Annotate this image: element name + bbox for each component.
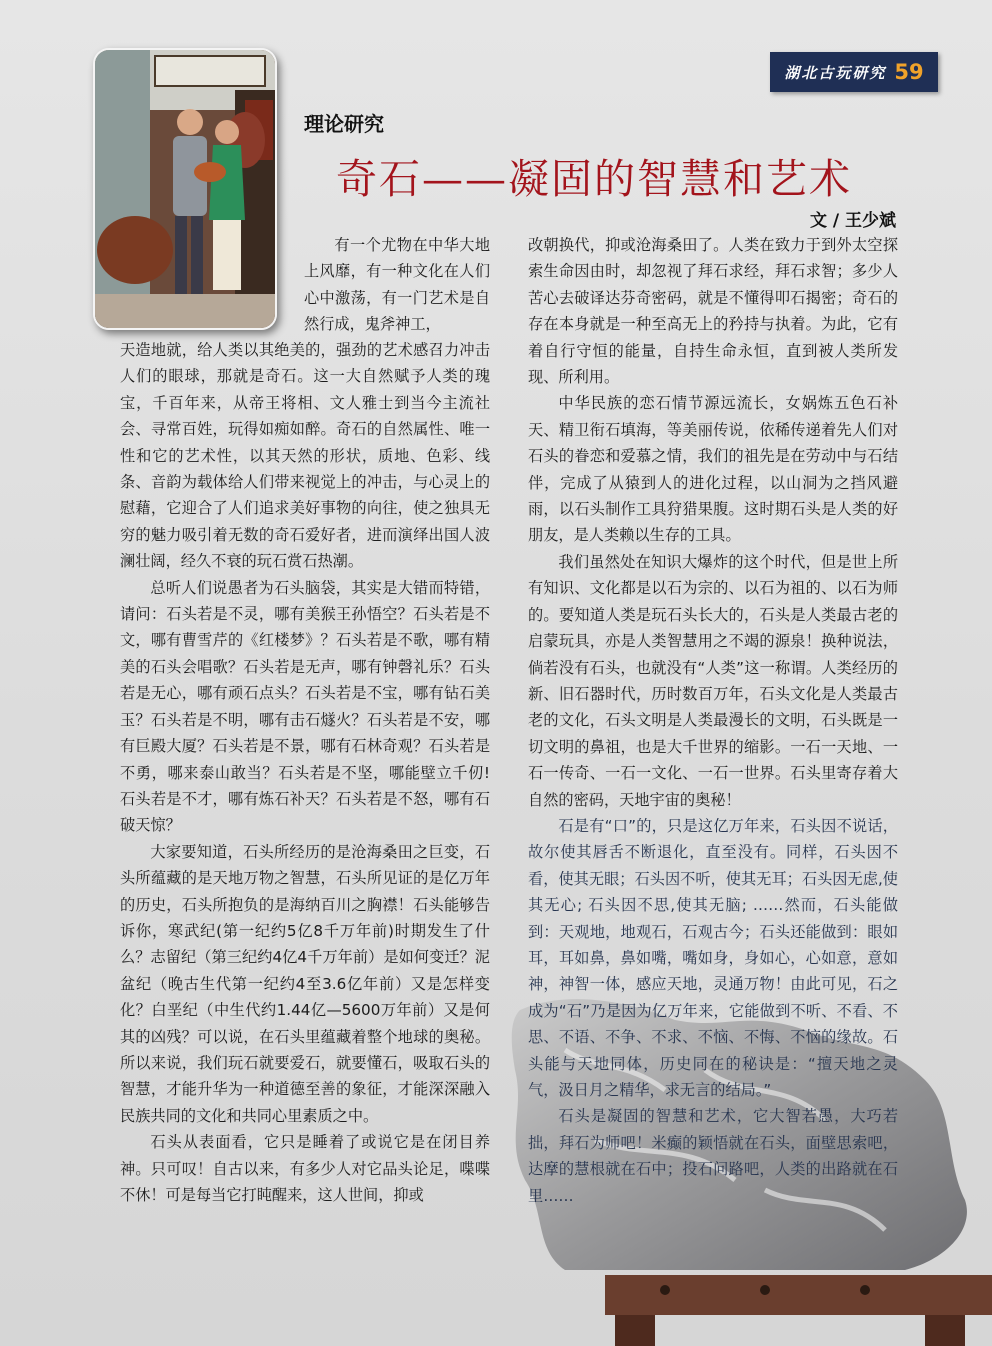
article-title: 奇石——凝固的智慧和艺术 <box>336 155 852 203</box>
magazine-header-tab <box>770 52 938 92</box>
magazine-name: 湖北古玩研究 <box>784 63 887 82</box>
paragraph: 石是有“口”的，只是这亿万年来，石头因不说话，故尔使其唇舌不断退化，直至没有。同样，石头因不看，使其无眼；石头因不听，使其无耳；石头因无虑,使其无心; 石头因不思,使其无脑; ……然而，石头能做到：天观地，地观石，石观古今；石头还能做到：眼如耳，耳如鼻，鼻如嘴，嘴如身，身如心，心如意，意如神，神智一体，感应天地，灵通万物！由此可见，石之成为“石”乃是因为亿万年来，它能做到不听、不看、不思、不语、不争、不求、不恼、不悔、不恼的缘故。石头能与天地同体，历史同在的秘诀是：“擅天地之灵气，汲日月之精华，求无言的结局。” <box>528 816 898 1099</box>
paragraph: 天造地就，给人类以其绝美的，强劲的艺术感召力冲击人们的眼球，那就是奇石。这一大自然赋予人类的瑰宝，千百年来，从帝王将相、文人雅士到当今主流社会、寻常百姓，玩得如痴如醉。奇石的自然属性、唯一性和它的艺术性，以其天然的形状，质地、色彩、线条、音韵为载体给人们带来视觉上的冲击，与心灵上的慰藉，它迎合了人们追求美好事物的向往，使之独具无穷的魅力吸引着无数的奇石爱好者，进而演绎出国人波澜壮阔，经久不衰的玩石赏石热潮。 <box>120 341 490 571</box>
section-label: 理论研究 <box>304 112 384 136</box>
paragraph: 石头是凝固的智慧和艺术，它大智若愚，大巧若拙，拜石为师吧！米癫的颖悟就在石头，面壁思索吧，达摩的慧根就在石中；投石问路吧，人类的出路就在石里…… <box>528 1107 898 1205</box>
author-photo <box>93 48 277 330</box>
page-number: 59 <box>894 60 924 84</box>
paragraph: 石头从表面看，它只是睡着了或说它是在闭目养神。只可叹！自古以来，有多少人对它品头论足，喋喋不休！可是每当它打盹醒来，这人世间，抑或 <box>120 1133 490 1204</box>
paragraph-intro: 有一个尤物在中华大地上风靡，有一种文化在人们心中激荡，有一门艺术是自然行成，鬼斧神工， <box>304 236 490 334</box>
paragraph: 我们虽然处在知识大爆炸的这个时代，但是世上所有知识、文化都是以石为宗的、以石为祖的、以石为师的。要知道人类是玩石头长大的，石头是人类最古老的启蒙玩具，亦是人类智慧用之不竭的源泉！换种说法，倘若没有石头，也就没有“人类”这一称谓。人类经历的新、旧石器时代，历时数百万年，石头文化是人类最古老的文化，石头文明是人类最漫长的文明，石头既是一切文明的鼻祖，也是大千世界的缩影。一石一天地、一石一传奇、一石一文化、一石一世界。石头里寄存着大自然的密码，天地宇宙的奥秘！ <box>528 552 898 809</box>
paragraph: 中华民族的恋石情节源远流长，女娲炼五色石补天、精卫衔石填海，等美丽传说，依稀传递着先人们对石头的眷恋和爱慕之情，我们的祖先是在劳动中与石结伴，完成了从猿到人的进化过程，以山洞为之挡风避雨，以石头制作工具狩猎果腹。这时期石头是人类的好朋友，是人类赖以生存的工具。 <box>528 394 898 545</box>
paragraph: 总听人们说愚者为石头脑袋，其实是大错而特错，请问：石头若是不灵，哪有美猴王孙悟空？石头若是不文，哪有曹雪芹的《红楼梦》？石头若是不歌，哪有精美的石头会唱歌？石头若是无声，哪有钟磬礼乐？石头若是无心，哪有顽石点头？石头若是不宝，哪有钻石美玉？石头若是不明，哪有击石燧火？石头若是不安，哪有巨殿大厦？石头若是不景，哪有石林奇观？石头若是不勇，哪来泰山敢当？石头若是不坚，哪能壁立千仞!石头若是不才，哪有炼石补天？石头若是不怒，哪有石破天惊？ <box>120 578 490 835</box>
column-right <box>528 232 898 1209</box>
author-byline: 文 / 王少斌 <box>809 211 896 231</box>
column-left <box>120 337 490 1208</box>
paragraph: 大家要知道，石头所经历的是沧海桑田之巨变，石头所蕴藏的是天地万物之智慧，石头所见证的是亿万年的历史，石头所抱负的是海纳百川之胸襟！石头能够告诉你，寒武纪(第一纪约5亿8千万年前)时期发生了什么？志留纪（第三纪约4亿4千万年前）是如何变迁？泥盆纪（晚古生代第一纪约4至3.6亿年前）又是怎样变化？白垩纪（中生代约1.44亿—5600万年前）又是何其的凶残？可以说，在石头里蕴藏着整个地球的奥秘。所以来说，我们玩石就要爱石，就要懂石，吸取石头的智慧，才能升华为一种道德至善的象征，才能深深融入民族共同的文化和共同心里素质之中。 <box>120 842 490 1125</box>
column-left-top <box>304 232 490 338</box>
paragraph: 改朝换代，抑或沧海桑田了。人类在致力于到外太空探索生命因由时，却忽视了拜石求经，拜石求智；多少人苦心去破译达芬奇密码，就是不懂得叩石揭密；奇石的存在本身就是一种至高无上的矜持与执着。为此，它有着自行守恒的能量，自持生命永恒，直到被人类所发现、所利用。 <box>528 236 898 387</box>
